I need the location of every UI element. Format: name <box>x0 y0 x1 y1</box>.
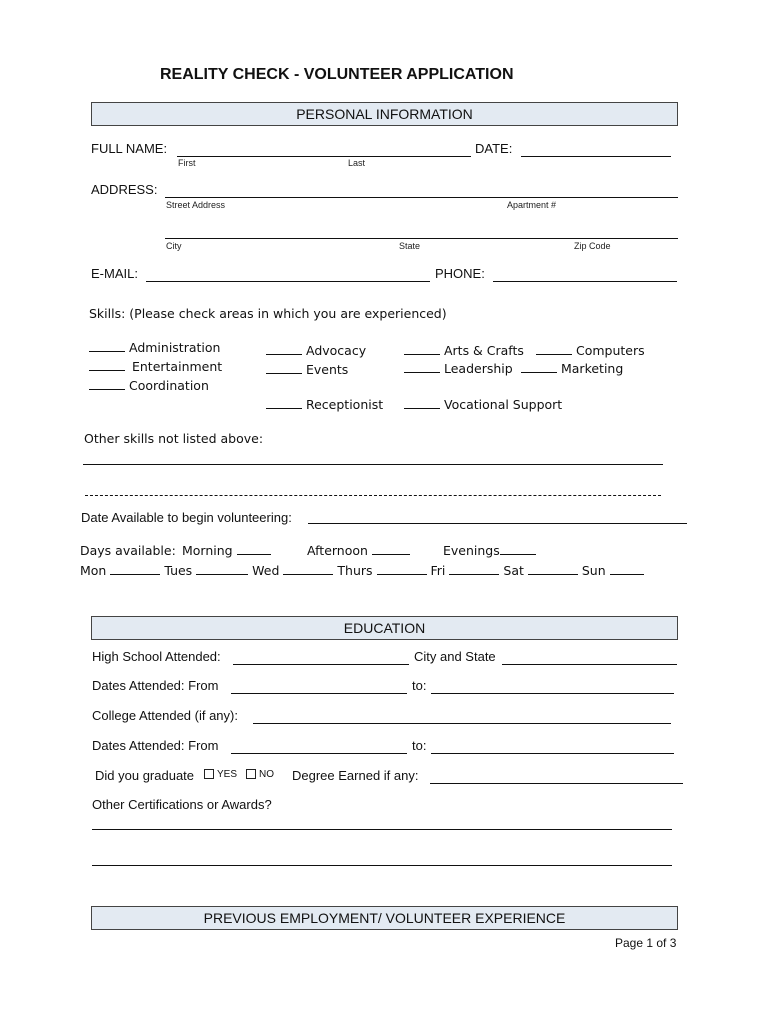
sun-blank[interactable] <box>610 563 644 575</box>
skill-check-blank[interactable] <box>266 397 302 409</box>
dates-from-label: Dates Attended: From <box>92 678 219 693</box>
section-header-employment: PREVIOUS EMPLOYMENT/ VOLUNTEER EXPERIENCE <box>91 906 678 930</box>
skill-administration <box>89 340 220 355</box>
skill-label: Arts & Crafts <box>443 343 524 358</box>
certifications-line-2[interactable] <box>92 865 672 866</box>
state-hint: State <box>399 241 421 251</box>
degree-label: Degree Earned if any: <box>292 768 419 783</box>
skill-receptionist <box>266 397 383 412</box>
afternoon-option <box>307 543 410 558</box>
wed-blank[interactable] <box>283 563 333 575</box>
no-label: NO <box>259 769 274 780</box>
college-label: College Attended (if any): <box>92 708 238 723</box>
city-state-field[interactable] <box>502 664 677 665</box>
skill-check-blank[interactable] <box>89 359 125 371</box>
dates-to-field[interactable] <box>431 693 674 694</box>
evenings-label: Evenings <box>443 543 500 558</box>
certifications-line-1[interactable] <box>92 829 672 830</box>
tues-blank[interactable] <box>196 563 248 575</box>
last-name-hint: Last <box>348 158 366 168</box>
skill-label: Leadership <box>443 361 513 376</box>
evenings-option <box>443 543 536 558</box>
wed-label: Wed <box>252 563 280 578</box>
city-hint: City <box>166 241 182 251</box>
skill-label: Administration <box>128 340 221 355</box>
zip-code-hint: Zip Code <box>574 241 611 251</box>
college-to-label: to: <box>412 738 427 753</box>
full-name-label: FULL NAME: <box>91 141 168 156</box>
skill-coordination <box>89 378 209 393</box>
weekday-row <box>80 563 644 578</box>
no-checkbox[interactable] <box>246 769 256 779</box>
dates-from-field[interactable] <box>231 693 407 694</box>
date-label: DATE: <box>475 141 513 156</box>
afternoon-label: Afternoon <box>307 543 368 558</box>
apartment-hint: Apartment # <box>507 200 557 210</box>
email-field[interactable] <box>146 281 430 282</box>
skill-check-blank[interactable] <box>404 361 440 373</box>
high-school-field[interactable] <box>233 664 409 665</box>
college-dates-from-label: Dates Attended: From <box>92 738 219 753</box>
skill-arts-crafts <box>404 343 524 358</box>
morning-label: Morning <box>182 543 233 558</box>
skill-check-blank[interactable] <box>404 397 440 409</box>
full-name-field[interactable] <box>177 156 471 157</box>
first-name-hint: First <box>178 158 196 168</box>
street-address-field[interactable] <box>165 197 678 198</box>
other-certifications-label: Other Certifications or Awards? <box>92 797 272 812</box>
skill-check-blank[interactable] <box>266 362 302 374</box>
other-skills-line-1[interactable] <box>83 464 663 465</box>
evenings-blank[interactable] <box>500 543 536 555</box>
city-state-label: City and State <box>414 649 496 664</box>
skill-marketing <box>521 361 623 376</box>
graduate-no-option[interactable] <box>246 769 274 780</box>
skill-label: Events <box>305 362 349 377</box>
skill-label: Computers <box>575 343 645 358</box>
skill-label: Coordination <box>128 378 209 393</box>
skill-label: Marketing <box>560 361 624 376</box>
sat-blank[interactable] <box>528 563 578 575</box>
other-skills-line-2[interactable] <box>85 495 661 496</box>
afternoon-blank[interactable] <box>372 543 410 555</box>
sat-label: Sat <box>503 563 524 578</box>
date-available-label: Date Available to begin volunteering: <box>81 510 292 525</box>
morning-blank[interactable] <box>237 543 271 555</box>
street-address-hint: Street Address <box>166 200 226 210</box>
tues-label: Tues <box>164 563 193 578</box>
thurs-label: Thurs <box>337 563 373 578</box>
graduate-label: Did you graduate <box>95 768 195 783</box>
phone-field[interactable] <box>493 281 677 282</box>
skill-check-blank[interactable] <box>404 343 440 355</box>
section-header-personal: PERSONAL INFORMATION <box>91 102 678 126</box>
morning-option <box>182 543 271 558</box>
skill-advocacy <box>266 343 366 358</box>
fri-blank[interactable] <box>449 563 499 575</box>
mon-blank[interactable] <box>110 563 160 575</box>
skill-label: Receptionist <box>305 397 384 412</box>
skill-computers <box>536 343 645 358</box>
section-header-education: EDUCATION <box>91 616 678 640</box>
skill-vocational-support <box>404 397 562 412</box>
skill-check-blank[interactable] <box>521 361 557 373</box>
address-label: ADDRESS: <box>91 182 158 197</box>
email-label: E-MAIL: <box>91 266 138 281</box>
skill-label: Vocational Support <box>443 397 563 412</box>
college-field[interactable] <box>253 723 671 724</box>
skill-label: Advocacy <box>305 343 367 358</box>
skill-label: Entertainment <box>131 359 223 374</box>
page-number: Page 1 of 3 <box>615 936 677 950</box>
skill-check-blank[interactable] <box>536 343 572 355</box>
other-skills-label: Other skills not listed above: <box>84 431 264 446</box>
skill-check-blank[interactable] <box>89 378 125 390</box>
yes-label: YES <box>217 769 238 780</box>
skill-entertainment <box>89 359 222 374</box>
skills-prompt: Skills: (Please check areas in which you are experienced) <box>89 306 447 321</box>
date-available-field[interactable] <box>308 523 687 524</box>
college-dates-from-field[interactable] <box>231 753 407 754</box>
fri-label: Fri <box>430 563 446 578</box>
college-dates-to-field[interactable] <box>431 753 674 754</box>
thurs-blank[interactable] <box>377 563 427 575</box>
phone-label: PHONE: <box>435 266 485 281</box>
skill-leadership <box>404 361 513 376</box>
city-state-zip-field[interactable] <box>165 238 678 239</box>
mon-label: Mon <box>80 563 107 578</box>
skill-check-blank[interactable] <box>266 343 302 355</box>
page-title: REALITY CHECK - VOLUNTEER APPLICATION <box>160 66 514 83</box>
high-school-label: High School Attended: <box>92 649 221 664</box>
skill-check-blank[interactable] <box>89 340 125 352</box>
days-available-label: Days available: <box>80 543 176 558</box>
graduate-yes-option[interactable] <box>204 769 237 780</box>
to-label: to: <box>412 678 427 693</box>
sun-label: Sun <box>581 563 606 578</box>
skill-events <box>266 362 348 377</box>
yes-checkbox[interactable] <box>204 769 214 779</box>
date-field[interactable] <box>521 156 671 157</box>
degree-field[interactable] <box>430 783 683 784</box>
